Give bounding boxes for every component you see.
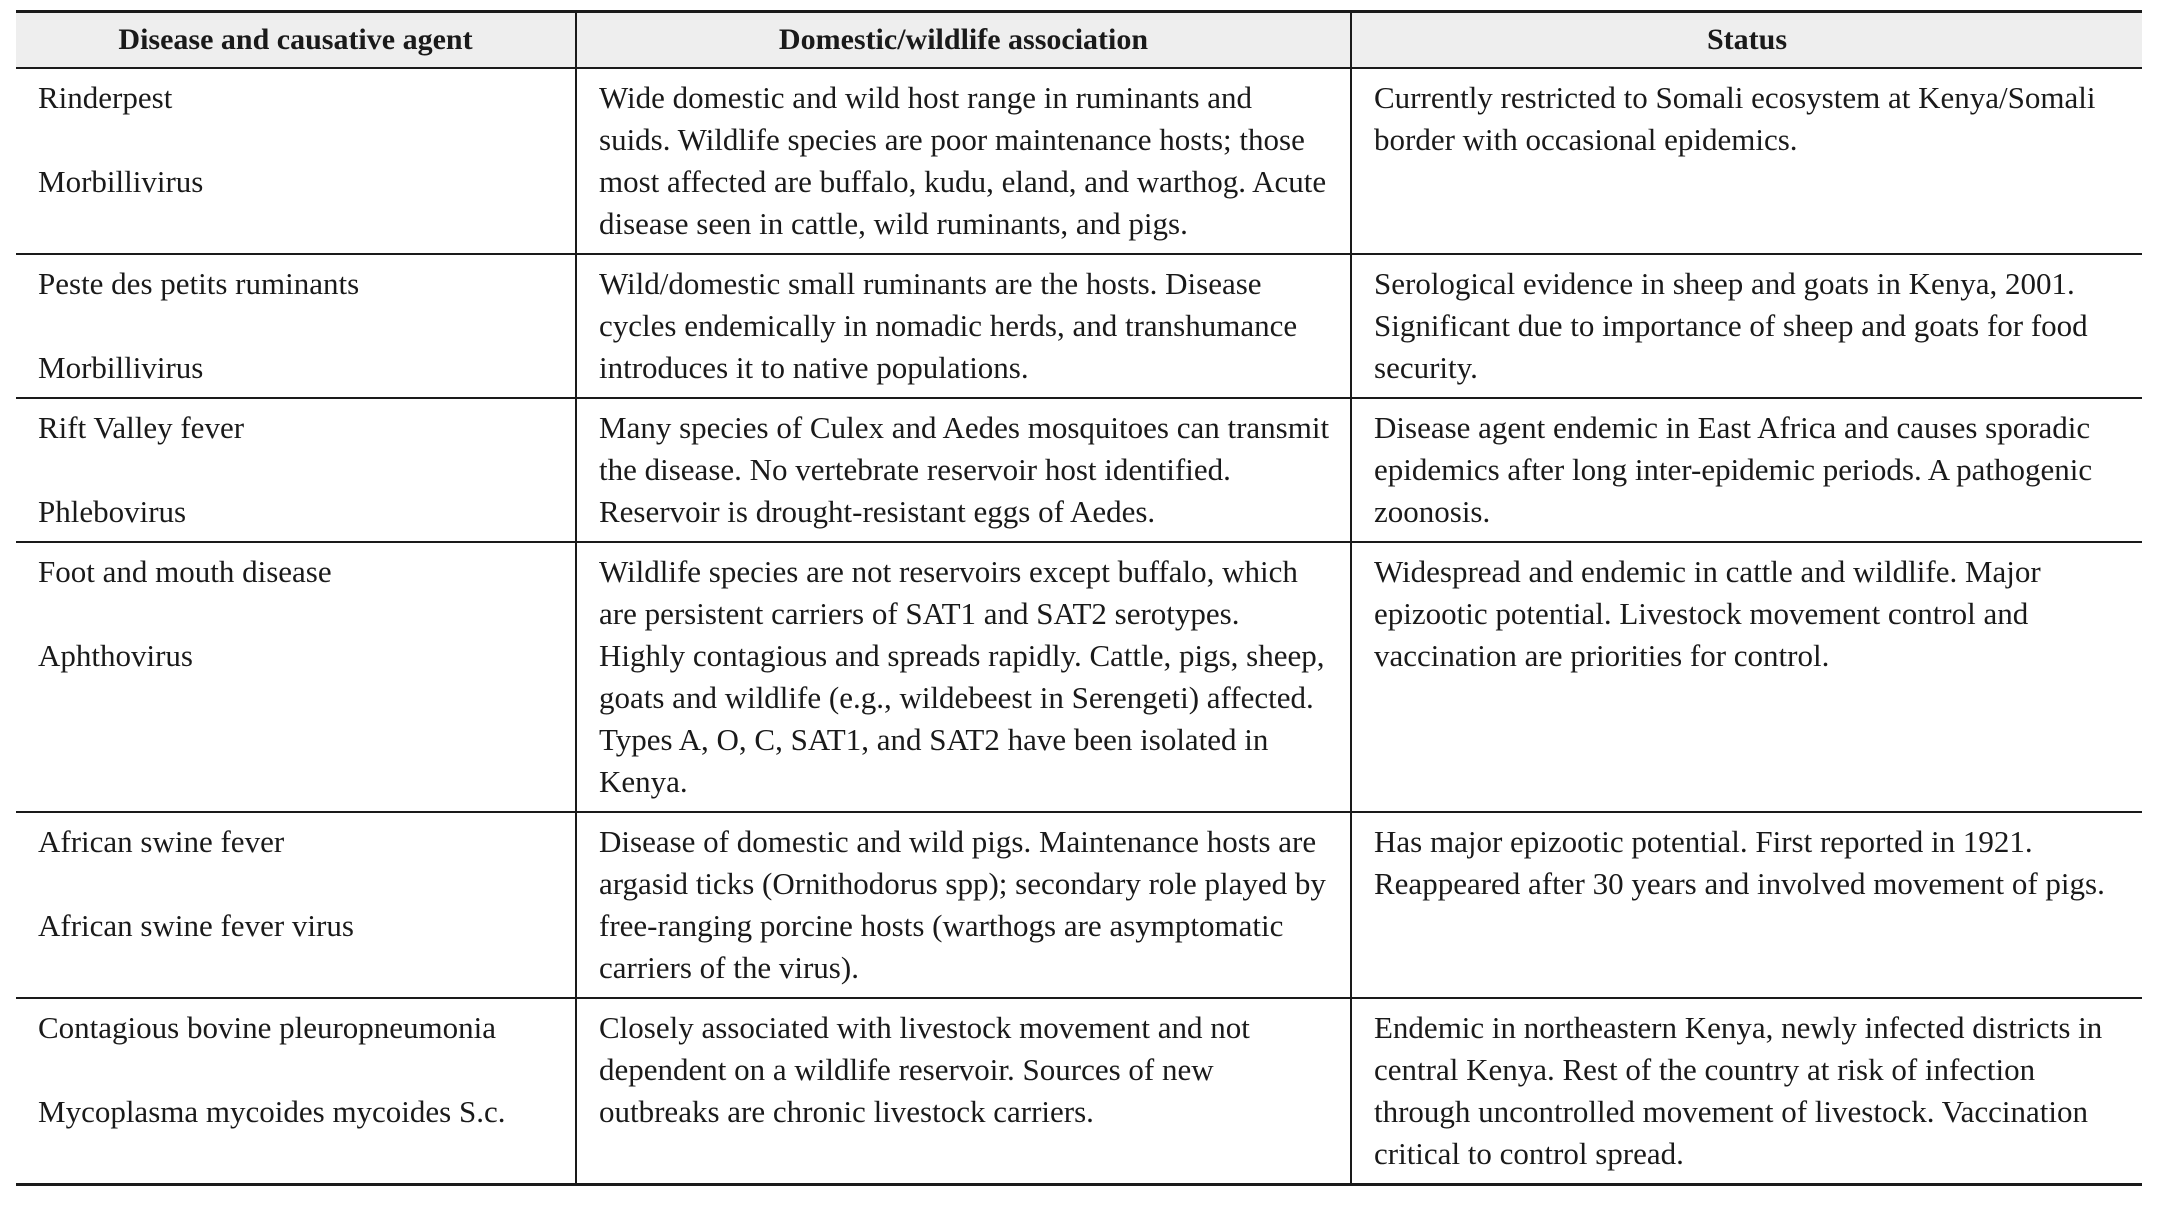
table-row <box>16 542 2142 812</box>
causative-agent: Morbillivirus <box>38 164 204 199</box>
causative-agent: Phlebovirus <box>38 494 187 529</box>
disease-table-container <box>16 10 2142 1186</box>
table-row <box>16 812 2142 998</box>
status-cell: Disease agent endemic in East Africa and causes sporadic epidemics after long inter-epidemic periods. A pathogenic zoonosis. <box>1351 398 2142 542</box>
column-header-association: Domestic/wildlife association <box>576 12 1351 69</box>
status-cell: Widespread and endemic in cattle and wildlife. Major epizootic potential. Livestock movement control and vaccination are priorities for control. <box>1351 542 2142 812</box>
table-row <box>16 398 2142 542</box>
disease-cell <box>16 398 576 542</box>
association-cell: Wild/domestic small ruminants are the hosts. Disease cycles endemically in nomadic herds, and transhumance introduces it to native populations. <box>576 254 1351 398</box>
disease-name: Contagious bovine pleuropneumonia <box>38 1010 497 1045</box>
disease-cell <box>16 812 576 998</box>
causative-agent: Morbillivirus <box>38 350 204 385</box>
association-cell: Wildlife species are not reservoirs except buffalo, which are persistent carriers of SAT1 and SAT2 serotypes. Highly contagious and spreads rapidly. Cattle, pigs, sheep, goats and wildlife (e.g., wildebeest in Serengeti) affected. Types A, O, C, SAT1, and SAT2 have been isolated in Kenya. <box>576 542 1351 812</box>
table-row <box>16 998 2142 1185</box>
causative-agent: African swine fever virus <box>38 908 354 943</box>
disease-name: Peste des petits ruminants <box>38 266 360 301</box>
disease-cell <box>16 998 576 1185</box>
column-header-status: Status <box>1351 12 2142 69</box>
disease-cell <box>16 542 576 812</box>
disease-cell <box>16 68 576 254</box>
disease-cell <box>16 254 576 398</box>
disease-name: Foot and mouth disease <box>38 554 332 589</box>
table-header <box>16 12 2142 69</box>
header-row <box>16 12 2142 69</box>
association-cell: Many species of Culex and Aedes mosquitoes can transmit the disease. No vertebrate reservoir host identified. Reservoir is drought-resistant eggs of Aedes. <box>576 398 1351 542</box>
causative-agent: Aphthovirus <box>38 638 193 673</box>
table-row <box>16 68 2142 254</box>
column-header-disease: Disease and causative agent <box>16 12 576 69</box>
disease-name: African swine fever <box>38 824 285 859</box>
association-cell: Disease of domestic and wild pigs. Maintenance hosts are argasid ticks (Ornithodorus spp); secondary role played by free-ranging porcine hosts (warthogs are asymptomatic carriers of the virus). <box>576 812 1351 998</box>
disease-name: Rift Valley fever <box>38 410 245 445</box>
status-cell: Has major epizootic potential. First reported in 1921. Reappeared after 30 years and involved movement of pigs. <box>1351 812 2142 998</box>
association-cell: Wide domestic and wild host range in ruminants and suids. Wildlife species are poor maintenance hosts; those most affected are buffalo, kudu, eland, and warthog. Acute disease seen in cattle, wild ruminants, and pigs. <box>576 68 1351 254</box>
disease-table <box>16 10 2142 1186</box>
status-cell: Currently restricted to Somali ecosystem at Kenya/Somali border with occasional epidemics. <box>1351 68 2142 254</box>
table-body <box>16 68 2142 1185</box>
causative-agent: Mycoplasma mycoides mycoides S.c. <box>38 1094 506 1129</box>
disease-name: Rinderpest <box>38 80 173 115</box>
association-cell: Closely associated with livestock movement and not dependent on a wildlife reservoir. Sources of new outbreaks are chronic livestock carriers. <box>576 998 1351 1185</box>
table-row <box>16 254 2142 398</box>
status-cell: Endemic in northeastern Kenya, newly infected districts in central Kenya. Rest of the country at risk of infection through uncontrolled movement of livestock. Vaccination critical to control spread. <box>1351 998 2142 1185</box>
status-cell: Serological evidence in sheep and goats in Kenya, 2001. Significant due to importance of sheep and goats for food security. <box>1351 254 2142 398</box>
